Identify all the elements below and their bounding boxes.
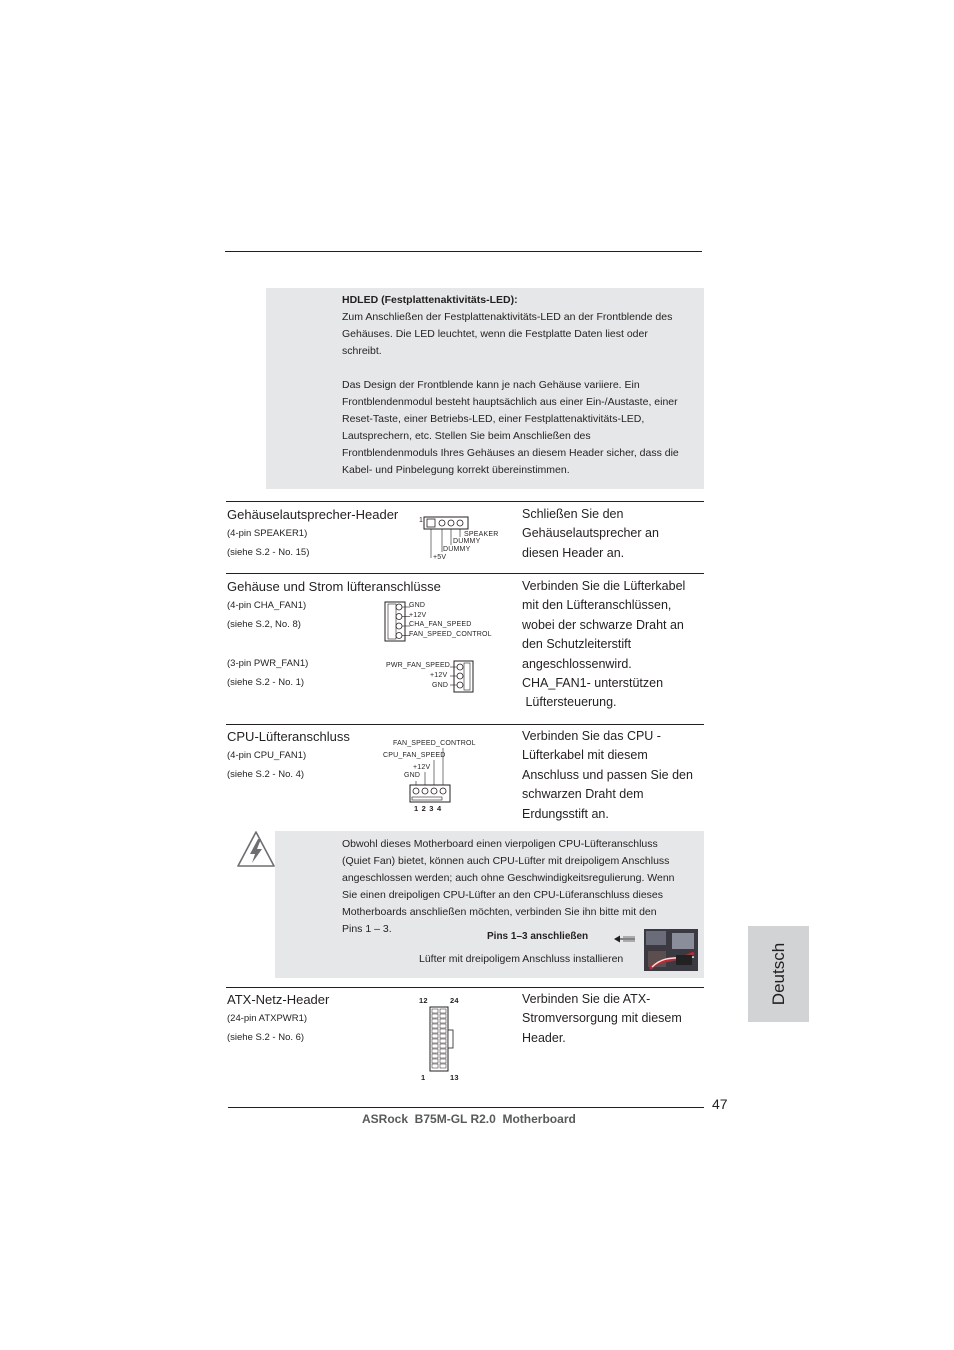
speaker-label: DUMMY xyxy=(453,538,481,545)
speaker-ref: (siehe S.2 - No. 15) xyxy=(227,547,310,558)
atx-pin-cell xyxy=(432,1044,438,1048)
speaker-desc xyxy=(522,505,659,563)
arrow-left-icon xyxy=(614,934,636,944)
section-rule xyxy=(226,724,704,725)
desc-line: Verbinden Sie das CPU - xyxy=(522,729,661,743)
language-tab-label: Deutsch xyxy=(768,942,788,1006)
pwr-fan-diagram xyxy=(450,660,476,694)
note-line: Obwohl dieses Motherboard einen vierpoligen CPU-Lüfteranschluss xyxy=(342,838,658,850)
atx-pin-cell xyxy=(440,1034,446,1038)
atx-pin-cell xyxy=(432,1009,438,1013)
design-line: Frontblendenmodul besteht hauptsächlich aus einer Ein-/Austaste, einer xyxy=(342,396,678,408)
atx-pin-cell xyxy=(440,1009,446,1013)
atx-ref: (siehe S.2 - No. 6) xyxy=(227,1032,305,1043)
hdled-line: Gehäuses. Die LED leuchtet, wenn die Festplatte Daten liest oder xyxy=(342,328,648,340)
warning-icon xyxy=(236,830,276,870)
atx-pin-cell xyxy=(432,1014,438,1018)
atx-pin-cell xyxy=(432,1034,438,1038)
cha-fan-ref: (siehe S.2, No. 8) xyxy=(227,619,301,630)
page-number: 47 xyxy=(712,1096,728,1112)
cpu-title: CPU-Lüfteranschluss xyxy=(227,729,350,744)
desc-line: Header. xyxy=(522,1030,566,1045)
note-text xyxy=(342,836,702,938)
atx-pin-cell xyxy=(440,1054,446,1058)
intro-text xyxy=(342,292,704,479)
atx-desc xyxy=(522,990,682,1048)
speaker-label: +5V xyxy=(433,554,447,561)
desc-line: Stromversorgung mit diesem xyxy=(522,1011,682,1026)
note-line: (Quiet Fan) bietet, können auch CPU-Lüfter mit dreipoligem Anschluss xyxy=(342,855,670,867)
cpu-ref: (siehe S.2 - No. 4) xyxy=(227,769,305,780)
desc-line: den Schutzleiterstift xyxy=(522,637,632,652)
atx-pin-number: 1 xyxy=(421,1073,426,1082)
install-label: Lüfter mit dreipoligem Anschluss installieren xyxy=(419,953,624,965)
atx-pin-cell xyxy=(440,1019,446,1023)
atx-title: ATX-Netz-Header xyxy=(227,992,330,1007)
cpu-fan-label: +12V xyxy=(413,764,431,771)
atx-pin-cell xyxy=(440,1049,446,1053)
footer-rule xyxy=(228,1107,704,1108)
cha-fan-label: GND xyxy=(409,602,426,609)
atx-pin: (24-pin ATXPWR1) xyxy=(227,1013,308,1024)
fan-connector-photo xyxy=(644,929,698,971)
atx-pin-cell xyxy=(432,1039,438,1043)
cpu-pin: (4-pin CPU_FAN1) xyxy=(227,750,307,761)
cha-fan-label: FAN_SPEED_CONTROL xyxy=(409,631,492,638)
speaker-title: Gehäuselautsprecher-Header xyxy=(227,507,399,522)
atx-pin-cell xyxy=(440,1064,446,1068)
note-line: Motherboards anschließen möchten, verbinden Sie ihn bitte mit den xyxy=(342,906,657,918)
speaker-label: SPEAKER xyxy=(464,531,499,538)
pwr-fan-ref: (siehe S.2 - No. 1) xyxy=(227,677,305,688)
note-line: angeschlossen werden; auch ohne Geschwindigkeitsregulierung. Wenn xyxy=(342,872,675,884)
atx-pin-cell xyxy=(432,1024,438,1028)
speaker-label: DUMMY xyxy=(443,546,471,553)
cha-fan-label: +12V xyxy=(409,612,427,619)
desc-line: diesen Header an. xyxy=(522,545,625,560)
desc-line: Verbinden Sie die ATX- xyxy=(522,992,651,1006)
product-name: ASRock B75M-GL R2.0 Motherboard xyxy=(362,1112,576,1126)
desc-line: Lüfterkabel mit diesem xyxy=(522,748,648,763)
design-line: Lautsprechern, etc. Stellen Sie beim Anschließen des xyxy=(342,430,591,442)
design-line: Frontblendenmoduls Ihres Gehäuses an diesem Header sicher, dass die xyxy=(342,447,679,459)
design-line: Reset-Taste, einer Betriebs-LED, einer Festplattenaktivitäts-LED, xyxy=(342,413,645,425)
atx-pin-cell xyxy=(432,1064,438,1068)
section-rule xyxy=(226,501,704,502)
speaker-pin: (4-pin SPEAKER1) xyxy=(227,528,308,539)
desc-line: angeschlossenwird. xyxy=(522,656,632,671)
atx-pin-cell xyxy=(432,1019,438,1023)
pins-label: Pins 1–3 anschließen xyxy=(487,931,589,942)
atx-pin-cell xyxy=(440,1024,446,1028)
note-line: Pins 1 – 3. xyxy=(342,923,392,935)
section-rule xyxy=(226,987,704,988)
pwr-fan-label: PWR_FAN_SPEED xyxy=(386,662,451,669)
cpu-fan-label: GND xyxy=(404,772,421,779)
cpu-fan-numbers: 1 2 3 4 xyxy=(414,804,442,813)
fan-desc xyxy=(522,577,685,713)
desc-line: Gehäuselautsprecher an xyxy=(522,526,659,541)
atx-header-diagram xyxy=(429,1006,455,1072)
desc-line: Lüftersteuerung. xyxy=(522,695,617,710)
desc-line: mit den Lüfteranschlüssen, xyxy=(522,598,672,613)
fan-title: Gehäuse und Strom lüfteranschlüsse xyxy=(227,579,441,594)
desc-line: wobei der schwarze Draht an xyxy=(522,617,684,632)
atx-pin-number: 12 xyxy=(419,996,428,1005)
atx-pin-cell xyxy=(440,1039,446,1043)
atx-pin-cell xyxy=(440,1029,446,1033)
atx-pin-number: 24 xyxy=(450,996,459,1005)
speaker-pin1-label: 1 xyxy=(419,517,424,524)
design-line: Das Design der Frontblende kann je nach Gehäuse variiere. Ein xyxy=(342,379,640,391)
atx-pin-cell xyxy=(432,1059,438,1063)
cpu-fan-label: FAN_SPEED_CONTROL xyxy=(393,740,476,747)
desc-line: Erdungsstift an. xyxy=(522,806,609,821)
desc-line: CHA_FAN1- unterstützen xyxy=(522,676,664,691)
note-line: Sie einen dreipoligen CPU-Lüfter an den CPU-Lüferanschluss dieses xyxy=(342,889,664,901)
desc-line: Schließen Sie den xyxy=(522,507,624,521)
pwr-fan-pin: (3-pin PWR_FAN1) xyxy=(227,658,309,669)
desc-line: Anschluss und passen Sie den xyxy=(522,767,693,782)
cha-fan-pin: (4-pin CHA_FAN1) xyxy=(227,600,307,611)
atx-pin-cell xyxy=(440,1014,446,1018)
cpu-fan-label: CPU_FAN_SPEED xyxy=(383,752,446,759)
design-line: Kabel- und Pinbelegung korrekt übereinstimmen. xyxy=(342,464,570,476)
atx-pin-cell xyxy=(432,1029,438,1033)
desc-line: Verbinden Sie die Lüfterkabel xyxy=(522,579,686,593)
hdled-line: Zum Anschließen der Festplattenaktivitäts-LED an der Frontblende des xyxy=(342,311,673,323)
cha-fan-label: CHA_FAN_SPEED xyxy=(409,621,472,628)
atx-pin-cell xyxy=(432,1049,438,1053)
atx-pin-number: 13 xyxy=(450,1073,459,1082)
pwr-fan-label: GND xyxy=(432,682,449,689)
desc-line: schwarzen Draht dem xyxy=(522,787,644,802)
hdled-title: HDLED (Festplattenaktivitäts-LED): xyxy=(342,294,518,306)
atx-pin-cell xyxy=(440,1044,446,1048)
language-tab xyxy=(748,926,809,1022)
pwr-fan-label: +12V xyxy=(430,672,448,679)
atx-pin-cell xyxy=(440,1059,446,1063)
section-rule xyxy=(226,573,704,574)
atx-pin-cell xyxy=(432,1054,438,1058)
cpu-desc xyxy=(522,727,693,824)
hdled-line: schreibt. xyxy=(342,345,382,357)
top-rule xyxy=(225,251,702,252)
